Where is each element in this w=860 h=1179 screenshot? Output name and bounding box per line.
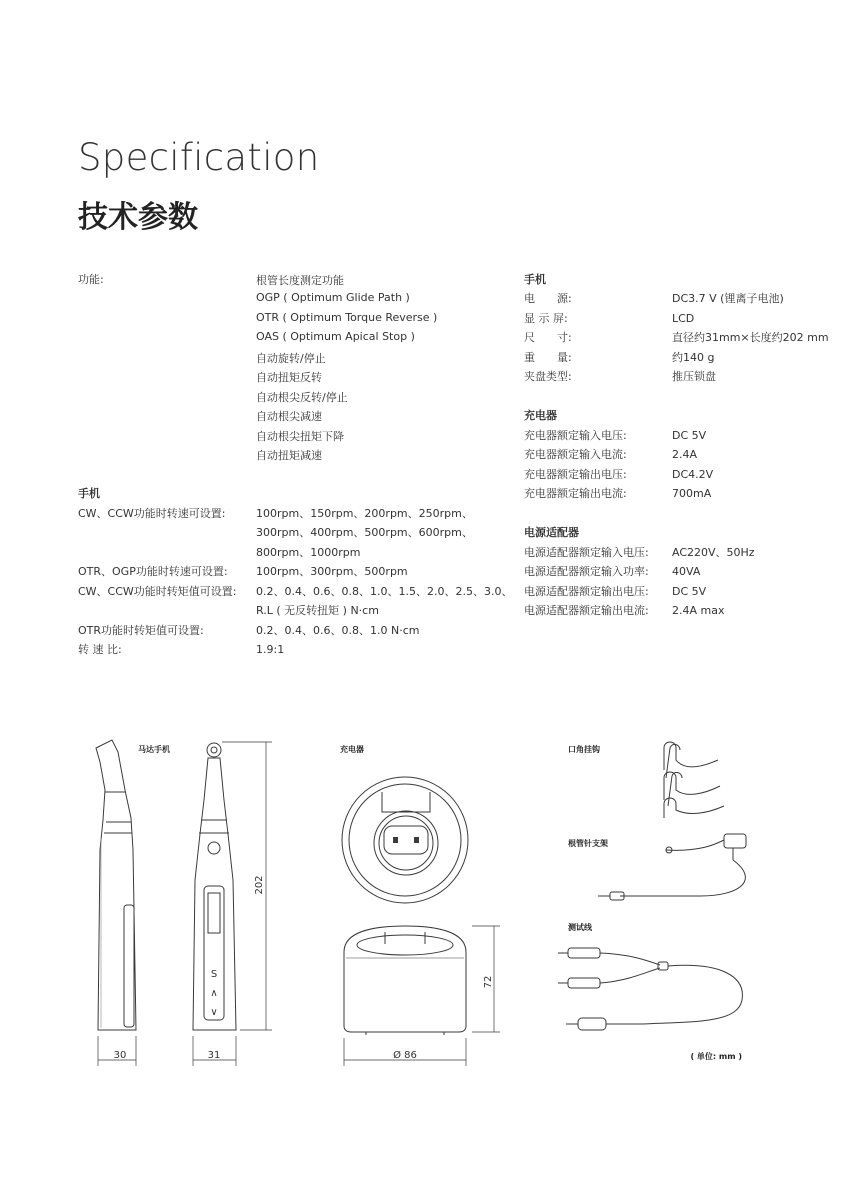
function-item: OGP ( Optimum Glide Path ) — [256, 291, 410, 304]
handpiece-side-view — [96, 740, 136, 1030]
spec-value: DC 5V — [672, 585, 707, 598]
test-cable-caption: 测试线 — [568, 923, 592, 932]
dimension-widths — [98, 1036, 236, 1066]
spec-value: 300rpm、400rpm、500rpm、600rpm、 — [256, 526, 473, 539]
spec-value: DC3.7 V (锂离子电池) — [672, 292, 784, 305]
function-item: OTR ( Optimum Torque Reverse ) — [256, 311, 438, 324]
spec-label: CW、CCW功能时转速可设置: — [78, 507, 226, 520]
dimension-charger — [344, 926, 500, 1066]
spec-label: 充电器额定输出电压: — [524, 468, 627, 481]
handpiece-heading: 手机 — [524, 273, 546, 286]
page-title-english: Specification — [78, 136, 320, 179]
spec-value: LCD — [672, 312, 695, 325]
spec-label: 电 源: — [524, 292, 572, 305]
spec-label: 充电器额定输出电流: — [524, 487, 627, 500]
function-item: 根管长度测定功能 — [256, 274, 344, 287]
spec-value: 1.9:1 — [256, 643, 285, 656]
spec-value: 800rpm、1000rpm — [256, 546, 361, 559]
spec-label: 电源适配器额定输入功率: — [524, 565, 649, 578]
spec-value: 700mA — [672, 487, 712, 500]
charger-caption: 充电器 — [340, 745, 364, 754]
function-item: 自动扭矩反转 — [256, 371, 322, 384]
handpiece-front-view — [193, 743, 236, 1030]
dimension-length — [222, 742, 272, 1030]
spec-label: 电源适配器额定输入电压: — [524, 546, 649, 559]
spec-label: 尺 寸: — [524, 331, 572, 344]
spec-value: 2.4A — [672, 448, 698, 461]
front-width-label: 31 — [207, 1050, 221, 1061]
lip-hook-caption: 口角挂钩 — [568, 745, 600, 754]
lip-hooks — [664, 742, 724, 818]
adapter-heading: 电源适配器 — [524, 526, 579, 539]
charger-heading: 充电器 — [524, 409, 557, 422]
spec-value: 2.4A max — [672, 604, 725, 617]
spec-value: DC4.2V — [672, 468, 714, 481]
function-item: 自动旋转/停止 — [256, 352, 326, 365]
spec-value: 约140 g — [672, 351, 715, 364]
function-item: 自动根尖扭矩下降 — [256, 430, 344, 443]
charger-top-view — [342, 777, 468, 903]
spec-label: CW、CCW功能时转矩值可设置: — [78, 585, 237, 598]
button-down-label: ∨ — [210, 1007, 218, 1018]
side-width-label: 30 — [113, 1050, 127, 1061]
function-item: 自动根尖减速 — [256, 410, 322, 423]
file-holder-caption: 根管针支架 — [568, 839, 608, 848]
button-s-label: S — [210, 969, 218, 980]
spec-label: 电源适配器额定输出电压: — [524, 585, 649, 598]
spec-value: 直径约31mm×长度约202 mm — [672, 331, 829, 344]
unit-note: ( 单位: mm ) — [690, 1052, 742, 1061]
spec-value: DC 5V — [672, 429, 707, 442]
spec-label: 重 量: — [524, 351, 572, 364]
length-dimension-label: 202 — [254, 875, 265, 895]
handpiece-settings-heading: 手机 — [78, 487, 100, 500]
spec-value: AC220V、50Hz — [672, 546, 755, 559]
functions-label: 功能: — [78, 273, 104, 286]
spec-label: 充电器额定输入电流: — [524, 448, 627, 461]
spec-value: 40VA — [672, 565, 701, 578]
charger-diameter-label: Ø 86 — [393, 1050, 417, 1061]
test-cable — [558, 948, 742, 1030]
spec-label: 充电器额定输入电压: — [524, 429, 627, 442]
function-item: 自动根尖反转/停止 — [256, 391, 348, 404]
spec-label: 转 速 比: — [78, 643, 122, 656]
spec-value: 100rpm、300rpm、500rpm — [256, 565, 408, 578]
function-item: 自动扭矩减速 — [256, 449, 322, 462]
charger-height-label: 72 — [483, 975, 494, 989]
spec-value: 0.2、0.4、0.6、0.8、1.0 N·cm — [256, 624, 420, 637]
spec-value: 100rpm、150rpm、200rpm、250rpm、 — [256, 507, 473, 520]
spec-label: 夹盘类型: — [524, 370, 572, 383]
button-up-label: ∧ — [210, 988, 218, 999]
spec-value: 推压锁盘 — [672, 370, 716, 383]
spec-label: OTR、OGP功能时转速可设置: — [78, 565, 228, 578]
function-item: OAS ( Optimum Apical Stop ) — [256, 330, 415, 343]
spec-label: 电源适配器额定输出电流: — [524, 604, 649, 617]
file-holder — [598, 834, 746, 900]
motor-handpiece-caption: 马达手机 — [138, 745, 170, 754]
spec-value: 0.2、0.4、0.6、0.8、1.0、1.5、2.0、2.5、3.0、 — [256, 585, 513, 598]
charger-side-view — [344, 926, 466, 1035]
spec-label: OTR功能时转矩值可设置: — [78, 624, 204, 637]
page-title-chinese: 技术参数 — [78, 200, 198, 235]
spec-label: 显 示 屏: — [524, 312, 568, 325]
spec-value: R.L ( 无反转扭矩 ) N·cm — [256, 604, 379, 617]
